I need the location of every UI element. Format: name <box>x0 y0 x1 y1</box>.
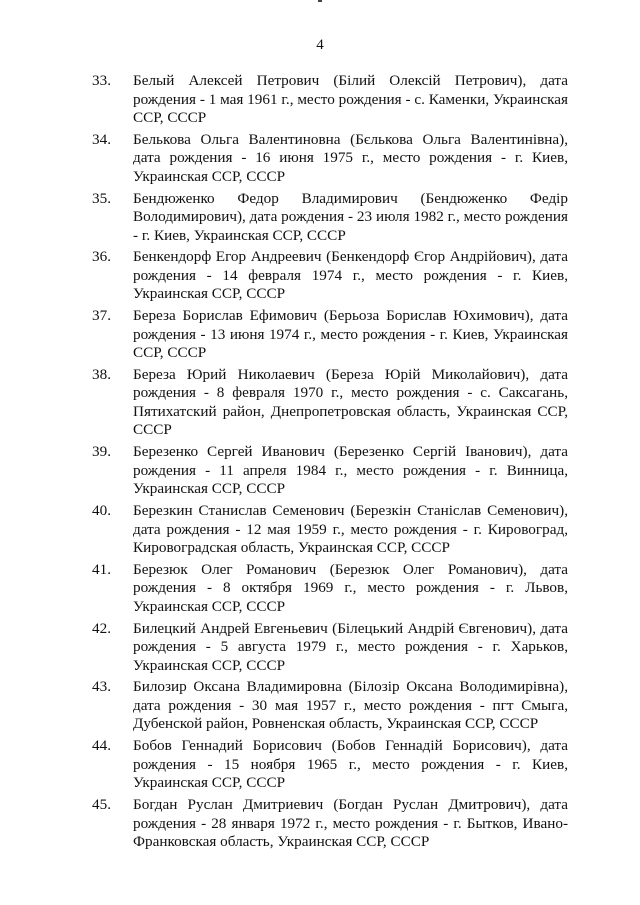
entry-number: 33. <box>92 72 111 89</box>
list-item <box>92 737 568 793</box>
list-item <box>92 366 568 440</box>
list-item <box>92 796 568 852</box>
entry-text: Береза Юрий Николаевич (Береза Юрій Миколайович), дата рождения - 8 февраля 1970 г., место рождения - с. Саксагань, Пятихатский район, Днепропетровская область, Украинская ССР, СССР <box>133 365 568 439</box>
entry-text: Белый Алексей Петрович (Білий Олексій Петрович), дата рождения - 1 мая 1961 г., место рождения - с. Каменки, Украинская ССР, СССР <box>133 72 568 126</box>
entry-number: 37. <box>92 307 111 325</box>
entry-number: 40. <box>92 502 111 520</box>
list-item <box>92 307 568 363</box>
entry-number: 44. <box>92 737 111 755</box>
entry-number: 39. <box>92 443 111 461</box>
entry-text: Белькова Ольга Валентиновна (Бєлькова Ольга Валентинівна), дата рождения - 16 июня 1975 г., место рождения - г. Киев, Украинская ССР, СССР <box>133 130 568 185</box>
entry-text: Березенко Сергей Иванович (Березенко Сергій Іванович), дата рождения - 11 апреля 1984 г., место рождения - г. Винница, Украинская ССР, СССР <box>133 443 568 498</box>
entry-text: Бенкендорф Егор Андреевич (Бенкендорф Єгор Андрійович), дата рождения - 14 февраля 1974 г., место рождения - г. Киев, Украинская ССР, СССР <box>133 248 568 303</box>
entry-number: 34. <box>92 130 111 148</box>
entry-number: 45. <box>92 796 111 814</box>
entry-text: Билецкий Андрей Евгеньевич (Білецький Андрій Євгенович), дата рождения - 5 августа 1979 г., место рождения - г. Харьков, Украинская ССР, СССР <box>133 619 568 674</box>
entry-text: Березюк Олег Романович (Березюк Олег Романович), дата рождения - 8 октября 1969 г., место рождения - г. Львов, Украинская ССР, СССР <box>133 560 568 615</box>
entry-text: Билозир Оксана Владимировна (Білозір Оксана Володимирівна), дата рождения - 30 мая 1957 г., место рождения - пгт Смыга, Дубенской район, Ровненская область, Украинская ССР, СССР <box>133 678 568 733</box>
list-item <box>92 620 568 676</box>
list-item <box>92 678 568 734</box>
list-item <box>92 443 568 499</box>
list-item <box>92 248 568 304</box>
entry-number: 42. <box>92 619 111 637</box>
entry-number: 36. <box>92 248 111 266</box>
entry-text: Березкин Станислав Семенович (Березкін Станіслав Семенович), дата рождения - 12 мая 1959 г., место рождения - г. Кировоград, Кировоградская область, Украинская ССР, СССР <box>133 502 568 557</box>
list-item <box>92 131 568 187</box>
entry-text: Богдан Руслан Дмитриевич (Богдан Руслан Дмитрович), дата рождения - 28 января 1972 г., место рождения - г. Бытков, Ивано-Франковская область, Украинская ССР, СССР <box>133 796 568 851</box>
entry-text: Бендюженко Федор Владимирович (Бендюженко Федір Володимирович), дата рождения - 23 июля 1982 г., место рождения - г. Киев, Украинская ССР, СССР <box>133 189 568 244</box>
list-item <box>92 502 568 558</box>
entry-text: Бобов Геннадий Борисович (Бобов Геннадій Борисович), дата рождения - 15 ноября 1965 г., место рождения - г. Киев, Украинская ССР, СССР <box>133 737 568 792</box>
entry-number: 38. <box>92 365 111 383</box>
entry-number: 41. <box>92 560 111 578</box>
entry-number: 43. <box>92 678 111 696</box>
list-item <box>92 190 568 246</box>
list-item <box>92 72 568 128</box>
page-number: 4 <box>316 37 324 53</box>
list-item <box>92 561 568 617</box>
scan-mark <box>318 0 322 2</box>
entry-number: 35. <box>92 189 111 207</box>
entry-text: Береза Борислав Ефимович (Берьоза Борислав Юхимович), дата рождения - 13 июня 1974 г., место рождения - г. Киев, Украинская ССР, СССР <box>133 307 568 362</box>
entry-list <box>92 72 568 855</box>
